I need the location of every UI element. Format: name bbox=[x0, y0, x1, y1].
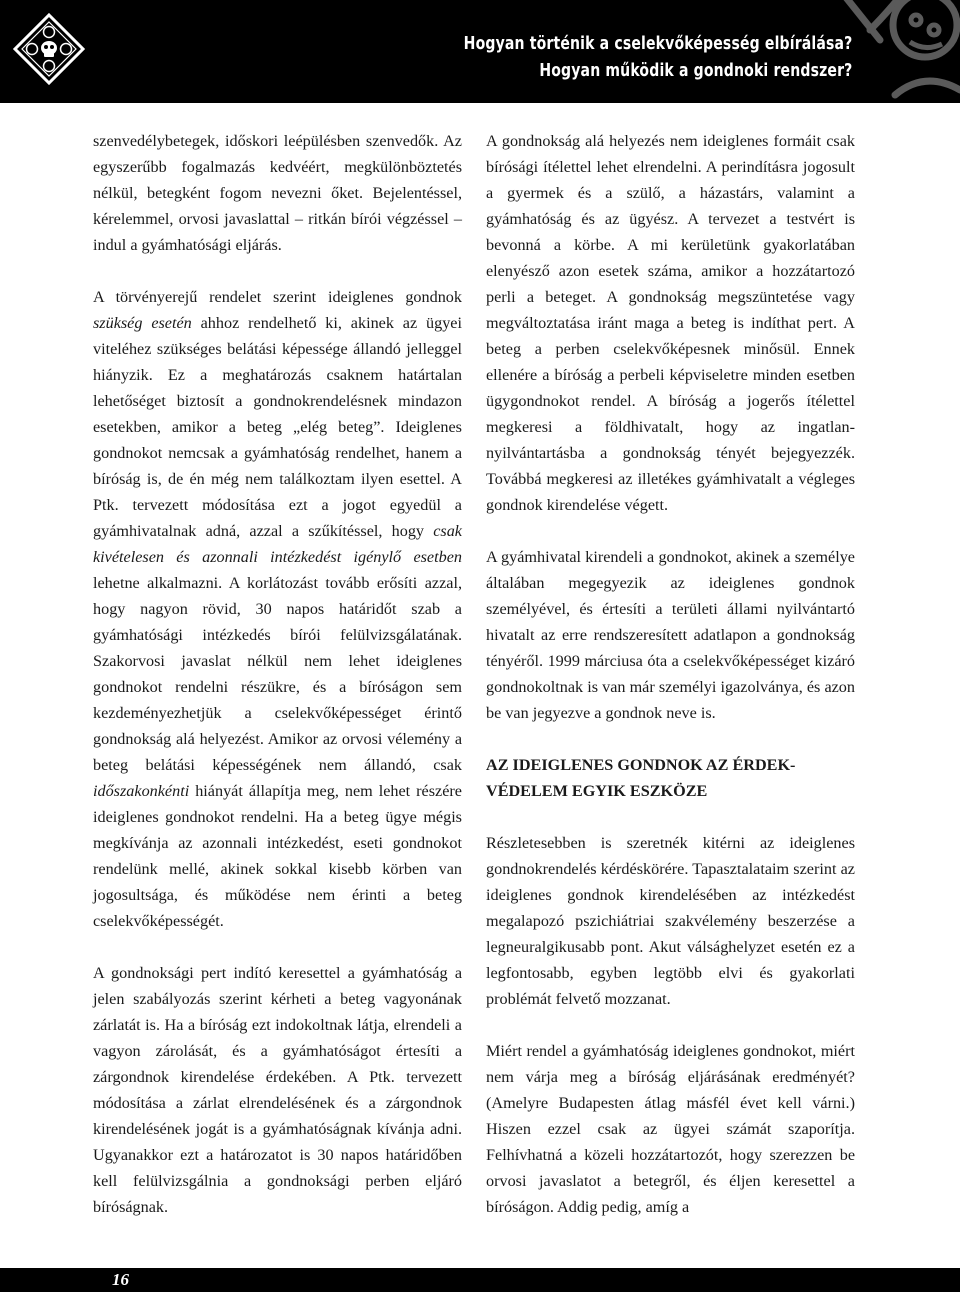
page-footer bbox=[0, 1268, 960, 1292]
left-paragraph-3: A gondnoksági pert indító keresettel a gyámhatóság a jelen szabályozás szerint kérheti a beteg vagyonának zárlatát is. Ha a bíróság ezt indokoltnak látja, elrendeli a vagyon zárolását, és a gyámhatóságot értesíti a zárgondnok kirendelése érdekében. A Ptk. tervezett módosítása a zárlat elrendelésének és a zárgondnok kirendelésének jogát is a gyámhatóságnak kívánja adni. Ugyanakkor ezt a határozatot is 30 napos határidőben kell felülvizsgálnia a gondnoksági perben eljáró bíróságnak. bbox=[93, 964, 462, 1216]
header-titles bbox=[354, 30, 852, 84]
left-paragraph-2-emphasis-2: csak kivételesen és azonnali intézkedést igénylő esetben bbox=[93, 522, 462, 566]
right-paragraph-2: A gyámhivatal kirendeli a gondnokot, akinek a személye általában megegyezik az ideiglenes gondnok személyével, és értesíti a területi állami nyilvántartó hivatalt az erre rendszeresített adatlapon a gondnokság tényéről. 1999 márciusa óta a cselekvőképességet kizáró gondnokoltnak is van már személyi igazolványa, és azon be van jegyezve a gondnok neve is. bbox=[486, 548, 855, 722]
right-paragraph-4: Miért rendel a gyámhatóság ideiglenes gondnokot, miért nem várja meg a bíróság eljárásának eredményét? (Amelyre Budapesten átlag másfél évet kell várni.) Hiszen ezzel csak az ügyei számát szaporítja. Felhívhatná a közeli hozzátartozót, hogy szerezzen be orvosi javaslatot a betegről, és éljen keresettel a bíróságon. Addig pedig, amíg a bbox=[486, 1042, 855, 1216]
section-heading-line1: AZ IDEIGLENES GONDNOK AZ ÉRDEK- bbox=[486, 756, 796, 774]
right-paragraph-3: Részletesebben is szeretnék kitérni az ideiglenes gondnokrendelés kérdéskörére. Tapasztalataim szerint az ideiglenes gondnok kirendelésében az intézkedést megalapozó pszichiátriai szakvélemény beszerzése a legneuralgikusabb pont. Akut válsághelyzet esetén ez a legfontosabb, egyben legtöbb elvi és gyakorlati problémát felvető mozzanat. bbox=[486, 834, 855, 1008]
right-column bbox=[486, 128, 855, 1246]
left-paragraph-2-emphasis-1: szükség esetén bbox=[93, 314, 192, 332]
left-paragraph-2-emphasis-3: időszakonkénti bbox=[93, 782, 190, 800]
skull-emblem-icon bbox=[13, 13, 85, 85]
left-paragraph-2-text-2: ahhoz rendelhető ki, akinek az ügyei viteléhez szükséges belátási képessége állandó jelleggel hiányzik. Ez a meghatározás csaknem határtalan lehetőséget biztosít a gondnokrendelésnek mindazon esetekben, amikor a beteg „elég beteg”. Ideiglenes gondnokot nemcsak a gyámhatóság rendelhet, hanem a bíróság is, de én még nem találkoztam ilyen esettel. A Ptk. tervezett módosítása ezt a jogot egyedül a gyámhivatalnak adná, azzal a szűkítéssel, hogy bbox=[93, 314, 462, 540]
section-heading-line2: VÉDELEM EGYIK ESZKÖZE bbox=[486, 782, 708, 800]
right-paragraph-1: A gondnokság alá helyezés nem ideiglenes formáit csak bírósági ítélettel lehet elrendelni. A perindításra jogosult a gyermek és a szülő, a házastárs, valamint a gyámhatóság és az ügyész. A tervezet a testvért is bevonná a körbe. A mi kerületünk gyakorlatában elenyésző azon esetek száma, amikor a hozzátartozó perli a beteget. A gondnokság megszüntetése vagy megváltoztatása iránt maga a beteg is indíthat pert. A beteg a perben cselekvőképesnek minősül. Ennek ellenére a bíróság a perbeli képviseletre minden esetben ügygondnokot rendel. A bíróság a jogerős ítélettel megkeresi a földhivatalt, hogy az ingatlan-nyilvántartásba a gondnokság tényét bejegyezzék. Továbbá megkeresi az illetékes gyámhivatalt a végleges gondnok kirendelése végett. bbox=[486, 132, 855, 514]
left-paragraph-2-text-3: lehetne alkalmazni. A korlátozást tovább erősíti azzal, hogy nagyon rövid, 30 napos határidőt szab a gyámhatósági intézkedés bírói felülvizsgálatának. Szakorvosi javaslat nélkül nem lehet ideiglenes gondnokot rendelni részükre, és a bíróságon sem kezdeményezhetjük a cselekvőképességet érintő gondnokság alá helyezést. Amikor az orvosi vélemény a beteg belátási képességének nem állandó, csak bbox=[93, 574, 462, 774]
page-header bbox=[0, 0, 960, 103]
page-number: 16 bbox=[112, 1270, 129, 1289]
section-heading bbox=[486, 752, 855, 804]
header-title-line2: Hogyan működik a gondnoki rendszer? bbox=[538, 60, 852, 81]
left-paragraph-2-text-1: A törvényerejű rendelet szerint ideiglenes gondnok bbox=[93, 288, 462, 306]
left-column bbox=[93, 128, 462, 1246]
header-title-line1: Hogyan történik a cselekvőképesség elbírálása? bbox=[463, 33, 852, 54]
left-paragraph-2-text-4: hiányát állapítja meg, nem lehet részére ideiglenes gondnokot rendelni. Ha a beteg ügye mégis megkívánja az azonnali intézkedést, eseti gondnokot rendelünk mellé, akinek sokkal kisebb körben van jogosultsága, és működése nem érinti a beteg cselekvőképességét. bbox=[93, 782, 462, 930]
left-paragraph-2 bbox=[93, 284, 462, 934]
left-paragraph-1: szenvedélybetegek, időskori leépülésben szenvedők. Az egyszerűbb fogalmazás kedvéért, megkülönböztetés nélkül, betegként fogom nevezni őket. Bejelentéssel, kérelemmel, orvosi javaslattal – ritkán bírói végzéssel – indul a gyámhatósági eljárás. bbox=[93, 132, 462, 254]
